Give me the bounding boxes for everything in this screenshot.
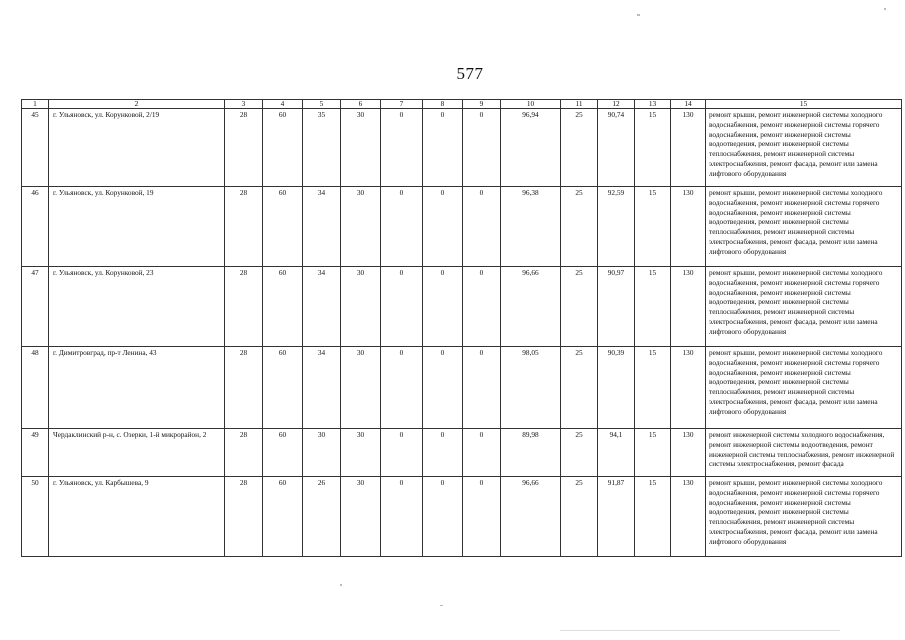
header-cell: 12	[598, 100, 635, 109]
value-cell: 90,74	[598, 109, 635, 187]
value-cell: 0	[381, 347, 423, 429]
value-cell: 89,98	[501, 429, 561, 477]
value-cell: 0	[463, 267, 501, 347]
value-cell: 30	[341, 187, 381, 267]
header-cell: 3	[225, 100, 263, 109]
value-cell: 34	[303, 187, 341, 267]
value-cell: 60	[263, 109, 303, 187]
value-cell: 0	[463, 109, 501, 187]
value-cell: 15	[635, 429, 671, 477]
works-cell: ремонт крыши, ремонт инженерной системы холодного водоснабжения, ремонт инженерной системы горячего водоснабжения, ремонт инженерной системы водоотведения, ремонт инженерной системы теплоснабжения, ремонт инженерной системы электроснабжения, ремонт фасада, ремонт или замена лифтового оборудования	[706, 109, 902, 187]
value-cell: 0	[381, 429, 423, 477]
value-cell: 0	[463, 429, 501, 477]
value-cell: 130	[671, 429, 706, 477]
value-cell: 130	[671, 267, 706, 347]
header-cell: 5	[303, 100, 341, 109]
value-cell: 130	[671, 109, 706, 187]
header-cell: 15	[706, 100, 902, 109]
table-row	[22, 429, 902, 477]
value-cell: 60	[263, 187, 303, 267]
value-cell: 90,39	[598, 347, 635, 429]
value-cell: 0	[463, 477, 501, 557]
header-cell: 13	[635, 100, 671, 109]
header-cell: 1	[22, 100, 49, 109]
value-cell: 28	[225, 429, 263, 477]
value-cell: 96,66	[501, 267, 561, 347]
value-cell: 30	[341, 109, 381, 187]
value-cell: 34	[303, 267, 341, 347]
row-number: 48	[22, 347, 49, 429]
value-cell: 30	[341, 429, 381, 477]
scan-speck	[340, 584, 342, 586]
header-cell: 11	[561, 100, 598, 109]
value-cell: 34	[303, 347, 341, 429]
address-cell: г. Ульяновск, ул. Корунковой, 2/19	[49, 109, 225, 187]
value-cell: 60	[263, 347, 303, 429]
value-cell: 0	[423, 187, 463, 267]
table-row	[22, 477, 902, 557]
value-cell: 0	[381, 267, 423, 347]
value-cell: 30	[341, 347, 381, 429]
value-cell: 28	[225, 109, 263, 187]
value-cell: 15	[635, 187, 671, 267]
value-cell: 60	[263, 267, 303, 347]
value-cell: 94,1	[598, 429, 635, 477]
scan-speck	[637, 14, 640, 16]
value-cell: 92,59	[598, 187, 635, 267]
works-cell: ремонт крыши, ремонт инженерной системы холодного водоснабжения, ремонт инженерной системы горячего водоснабжения, ремонт инженерной системы водоотведения, ремонт инженерной системы теплоснабжения, ремонт инженерной системы электроснабжения, ремонт фасада, ремонт или замена лифтового оборудования	[706, 347, 902, 429]
address-cell: г. Ульяновск, ул. Карбышева, 9	[49, 477, 225, 557]
value-cell: 0	[463, 187, 501, 267]
value-cell: 25	[561, 187, 598, 267]
scan-speck	[884, 8, 886, 10]
table-row	[22, 347, 902, 429]
table-row	[22, 267, 902, 347]
value-cell: 28	[225, 267, 263, 347]
value-cell: 28	[225, 187, 263, 267]
header-cell: 14	[671, 100, 706, 109]
value-cell: 30	[341, 477, 381, 557]
value-cell: 130	[671, 347, 706, 429]
header-cell: 7	[381, 100, 423, 109]
value-cell: 96,38	[501, 187, 561, 267]
header-cell: 8	[423, 100, 463, 109]
value-cell: 96,66	[501, 477, 561, 557]
value-cell: 0	[423, 429, 463, 477]
row-number: 45	[22, 109, 49, 187]
header-row	[22, 100, 902, 109]
value-cell: 0	[423, 267, 463, 347]
table-row	[22, 109, 902, 187]
row-number: 47	[22, 267, 49, 347]
value-cell: 0	[381, 109, 423, 187]
row-number: 49	[22, 429, 49, 477]
value-cell: 25	[561, 477, 598, 557]
value-cell: 60	[263, 477, 303, 557]
header-cell: 9	[463, 100, 501, 109]
value-cell: 30	[341, 267, 381, 347]
value-cell: 26	[303, 477, 341, 557]
value-cell: 25	[561, 109, 598, 187]
value-cell: 0	[381, 187, 423, 267]
value-cell: 0	[381, 477, 423, 557]
scan-speck	[560, 630, 840, 631]
value-cell: 15	[635, 267, 671, 347]
works-cell: ремонт крыши, ремонт инженерной системы холодного водоснабжения, ремонт инженерной системы горячего водоснабжения, ремонт инженерной системы водоотведения, ремонт инженерной системы теплоснабжения, ремонт инженерной системы электроснабжения, ремонт фасада, ремонт или замена лифтового оборудования	[706, 267, 902, 347]
value-cell: 0	[423, 477, 463, 557]
header-cell: 2	[49, 100, 225, 109]
value-cell: 25	[561, 347, 598, 429]
value-cell: 15	[635, 477, 671, 557]
value-cell: 96,94	[501, 109, 561, 187]
value-cell: 25	[561, 429, 598, 477]
row-number: 46	[22, 187, 49, 267]
table-row	[22, 187, 902, 267]
works-cell: ремонт инженерной системы холодного водоснабжения, ремонт инженерной системы водоотведения, ремонт инженерной системы теплоснабжения, ремонт инженерной системы электроснабжения, ремонт фасада	[706, 429, 902, 477]
value-cell: 130	[671, 187, 706, 267]
repair-table	[21, 99, 902, 557]
value-cell: 98,05	[501, 347, 561, 429]
scan-speck	[440, 605, 443, 606]
header-cell: 6	[341, 100, 381, 109]
value-cell: 35	[303, 109, 341, 187]
value-cell: 15	[635, 109, 671, 187]
page-number: 577	[456, 64, 484, 83]
value-cell: 0	[423, 109, 463, 187]
value-cell: 0	[463, 347, 501, 429]
address-cell: г. Ульяновск, ул. Корунковой, 19	[49, 187, 225, 267]
value-cell: 0	[423, 347, 463, 429]
works-cell: ремонт крыши, ремонт инженерной системы холодного водоснабжения, ремонт инженерной системы горячего водоснабжения, ремонт инженерной системы водоотведения, ремонт инженерной системы теплоснабжения, ремонт инженерной системы электроснабжения, ремонт фасада, ремонт или замена лифтового оборудования	[706, 477, 902, 557]
value-cell: 90,97	[598, 267, 635, 347]
row-number: 50	[22, 477, 49, 557]
address-cell: Чердаклинский р-н, с. Озерки, 1-й микрорайон, 2	[49, 429, 225, 477]
value-cell: 15	[635, 347, 671, 429]
value-cell: 130	[671, 477, 706, 557]
value-cell: 30	[303, 429, 341, 477]
value-cell: 28	[225, 347, 263, 429]
header-cell: 10	[501, 100, 561, 109]
value-cell: 25	[561, 267, 598, 347]
address-cell: г. Ульяновск, ул. Корунковой, 23	[49, 267, 225, 347]
works-cell: ремонт крыши, ремонт инженерной системы холодного водоснабжения, ремонт инженерной системы горячего водоснабжения, ремонт инженерной системы водоотведения, ремонт инженерной системы теплоснабжения, ремонт инженерной системы электроснабжения, ремонт фасада, ремонт или замена лифтового оборудования	[706, 187, 902, 267]
address-cell: г. Димитровград, пр-т Ленина, 43	[49, 347, 225, 429]
value-cell: 28	[225, 477, 263, 557]
header-cell: 4	[263, 100, 303, 109]
value-cell: 60	[263, 429, 303, 477]
value-cell: 91,87	[598, 477, 635, 557]
